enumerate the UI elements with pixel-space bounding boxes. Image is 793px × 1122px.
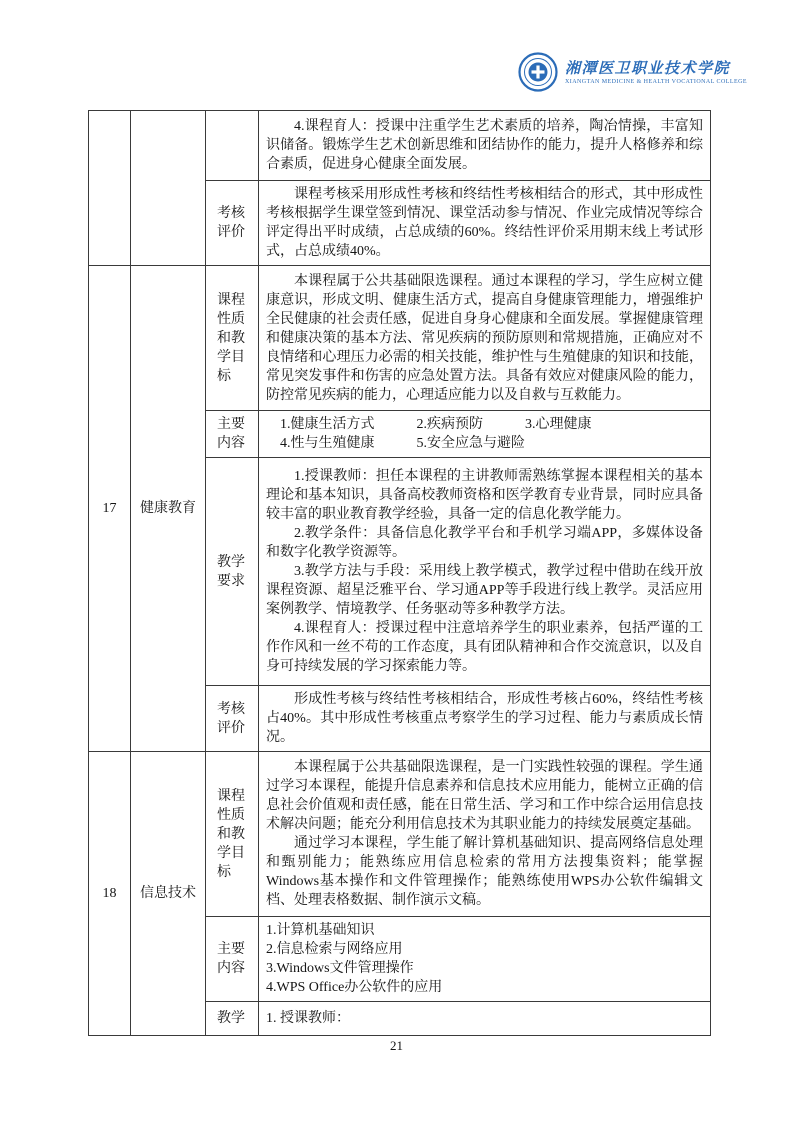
- course-name-cell: 健康教育: [131, 266, 206, 752]
- row-label-cell: 主要内容: [206, 411, 259, 458]
- row-content-cell: [259, 1002, 711, 1036]
- row-content-cell: [259, 111, 711, 181]
- paragraph: 4.课程育人：授课过程中注意培养学生的职业素养，包括严谨的工作作风和一丝不苟的工作态度，具有团队精神和合作交流意识，以及自身可持续发展的学习探索能力等。: [266, 621, 703, 674]
- paragraph: 4.WPS Office办公软件的应用: [266, 980, 443, 995]
- paragraph: 本课程属于公共基础限选课程。通过本课程的学习，学生应树立健康意识，形成文明、健康生活方式，提高自身健康管理能力，增强维护全民健康的社会责任感，促进自身身心健康和全面发展。掌握健康管理和健康决策的基本方法、常见疾病的预防原则和常规措施，正确应对不良情绪和心理压力必需的相关技能，维护性与生殖健康的知识和技能，常见突发事件和伤害的应急处置方法。具备有效应对健康风险的能力，防控常见疾病的能力，心理适应能力以及自救与互救能力。: [266, 273, 703, 403]
- row-number-cell: [89, 111, 131, 266]
- row-content-cell: [259, 266, 711, 411]
- row-content-cell: [259, 181, 711, 266]
- paragraph: 4.性与生殖健康 5.安全应急与避险: [280, 436, 525, 451]
- row-number-cell: 18: [89, 752, 131, 1036]
- paragraph: 2.信息检索与网络应用: [266, 942, 403, 957]
- row-content-cell: [259, 458, 711, 686]
- paragraph: 4.课程育人：授课中注重学生艺术素质的培养，陶冶情操，丰富知识储备。锻炼学生艺术创新思维和团结协作的能力，提升人格修养和综合素质，促进身心健康全面发展。: [266, 119, 703, 172]
- row-label-cell: 主要内容: [206, 917, 259, 1002]
- page-number: 21: [390, 1038, 403, 1053]
- paragraph: 1.计算机基础知识: [266, 923, 375, 938]
- college-header: [518, 52, 747, 92]
- paragraph: 课程考核采用形成性考核和终结性考核相结合的形式，其中形成性考核根据学生课堂签到情况、课堂活动参与情况、作业完成情况等综合评定得出平时成绩，占总成绩的60%。终结性评价采用期末线上考试形式，占总成绩40%。: [266, 187, 703, 259]
- row-content-cell: [259, 686, 711, 752]
- paragraph: 本课程属于公共基础限选课程，是一门实践性较强的课程。学生通过学习本课程，能提升信息素养和信息技术应用能力，能树立正确的信息社会价值观和责任感，能在日常生活、学习和工作中综合运用信息技术解决问题；能充分利用信息技术为其职业能力的持续发展奠定基础。: [266, 760, 703, 832]
- paragraph: 1.授课教师：担任本课程的主讲教师需熟练掌握本课程相关的基本理论和基本知识，具备高校教师资格和医学教育专业背景，同时应具备较丰富的职业教育教学经验，具备一定的信息化教学能力。: [266, 469, 703, 522]
- paragraph: 形成性考核与终结性考核相结合，形成性考核占60%，终结性考核占40%。其中形成性考核重点考察学生的学习过程、能力与素质成长情况。: [266, 692, 703, 745]
- table-row: [89, 111, 711, 181]
- paragraph: 通过学习本课程，学生能了解计算机基础知识、提高网络信息处理和甄别能力；能熟练应用信息检索的常用方法搜集资料；能掌握Windows基本操作和文件管理操作；能熟练使用WPS办公软件编辑文档、处理表格数据、制作演示文稿。: [266, 836, 703, 908]
- paragraph: 3.Windows文件管理操作: [266, 961, 414, 976]
- paragraph: 3.教学方法与手段：采用线上教学模式，教学过程中借助在线开放课程资源、超星泛雅平台、学习通APP等手段进行线上教学。灵活应用案例教学、情境教学、任务驱动等多种教学方法。: [266, 564, 703, 617]
- course-name-cell: [131, 111, 206, 266]
- course-table: [88, 110, 711, 1036]
- college-name-block: [565, 60, 747, 85]
- college-name-en: XIANGTAN MEDICINE & HEALTH VOCATIONAL COLLEGE: [565, 78, 748, 85]
- row-number-cell: 17: [89, 266, 131, 752]
- row-content-cell: [259, 752, 711, 917]
- row-content-cell: [259, 917, 711, 1002]
- row-label-cell: 教学要求: [206, 458, 259, 686]
- row-label-cell: 考核评价: [206, 686, 259, 752]
- course-name-cell: 信息技术: [131, 752, 206, 1036]
- college-logo-icon: [518, 52, 558, 92]
- paragraph: 2.教学条件：具备信息化教学平台和手机学习端APP，多媒体设备和数字化教学资源等。: [266, 526, 703, 560]
- paragraph: 1. 授课教师：: [266, 1011, 350, 1026]
- paragraph: 1.健康生活方式 2.疾病预防 3.心理健康: [280, 417, 592, 432]
- row-label-cell: 课程性质和教学目标: [206, 752, 259, 917]
- row-label-cell: 考核评价: [206, 181, 259, 266]
- row-label-cell: 课程性质和教学目标: [206, 266, 259, 411]
- college-name-cn: 湘潭医卫职业技术学院: [565, 60, 731, 77]
- table-row: [89, 752, 711, 917]
- row-label-cell: 教学: [206, 1002, 259, 1036]
- row-label-cell: [206, 111, 259, 181]
- table-row: [89, 266, 711, 411]
- row-content-cell: [259, 411, 711, 458]
